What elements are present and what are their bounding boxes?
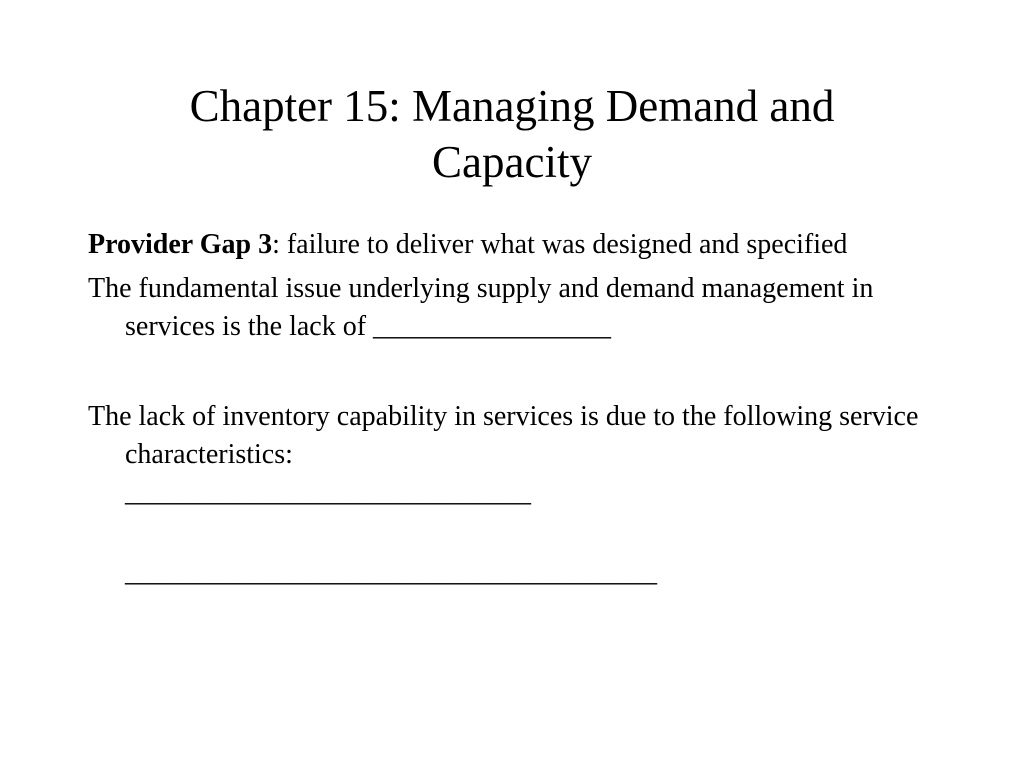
fundamental-issue-paragraph: The fundamental issue underlying supply and demand management in services is the lack of _________________ bbox=[88, 273, 874, 342]
provider-gap-label: Provider Gap 3 bbox=[88, 229, 273, 260]
provider-gap-paragraph bbox=[88, 226, 968, 264]
provider-gap-definition: : failure to deliver what was designed and specified bbox=[272, 229, 848, 260]
slide-title bbox=[80, 78, 944, 190]
slide-body bbox=[88, 226, 968, 592]
inventory-capability-paragraph: The lack of inventory capability in services is due to the following service characteristics: bbox=[88, 401, 919, 470]
answer-blank-1: _____________________________ bbox=[125, 477, 531, 508]
title-line-2: Capacity bbox=[432, 137, 592, 187]
title-line-1: Chapter 15: Managing Demand and bbox=[189, 81, 835, 131]
answer-blank-2: ______________________________________ bbox=[125, 557, 657, 588]
